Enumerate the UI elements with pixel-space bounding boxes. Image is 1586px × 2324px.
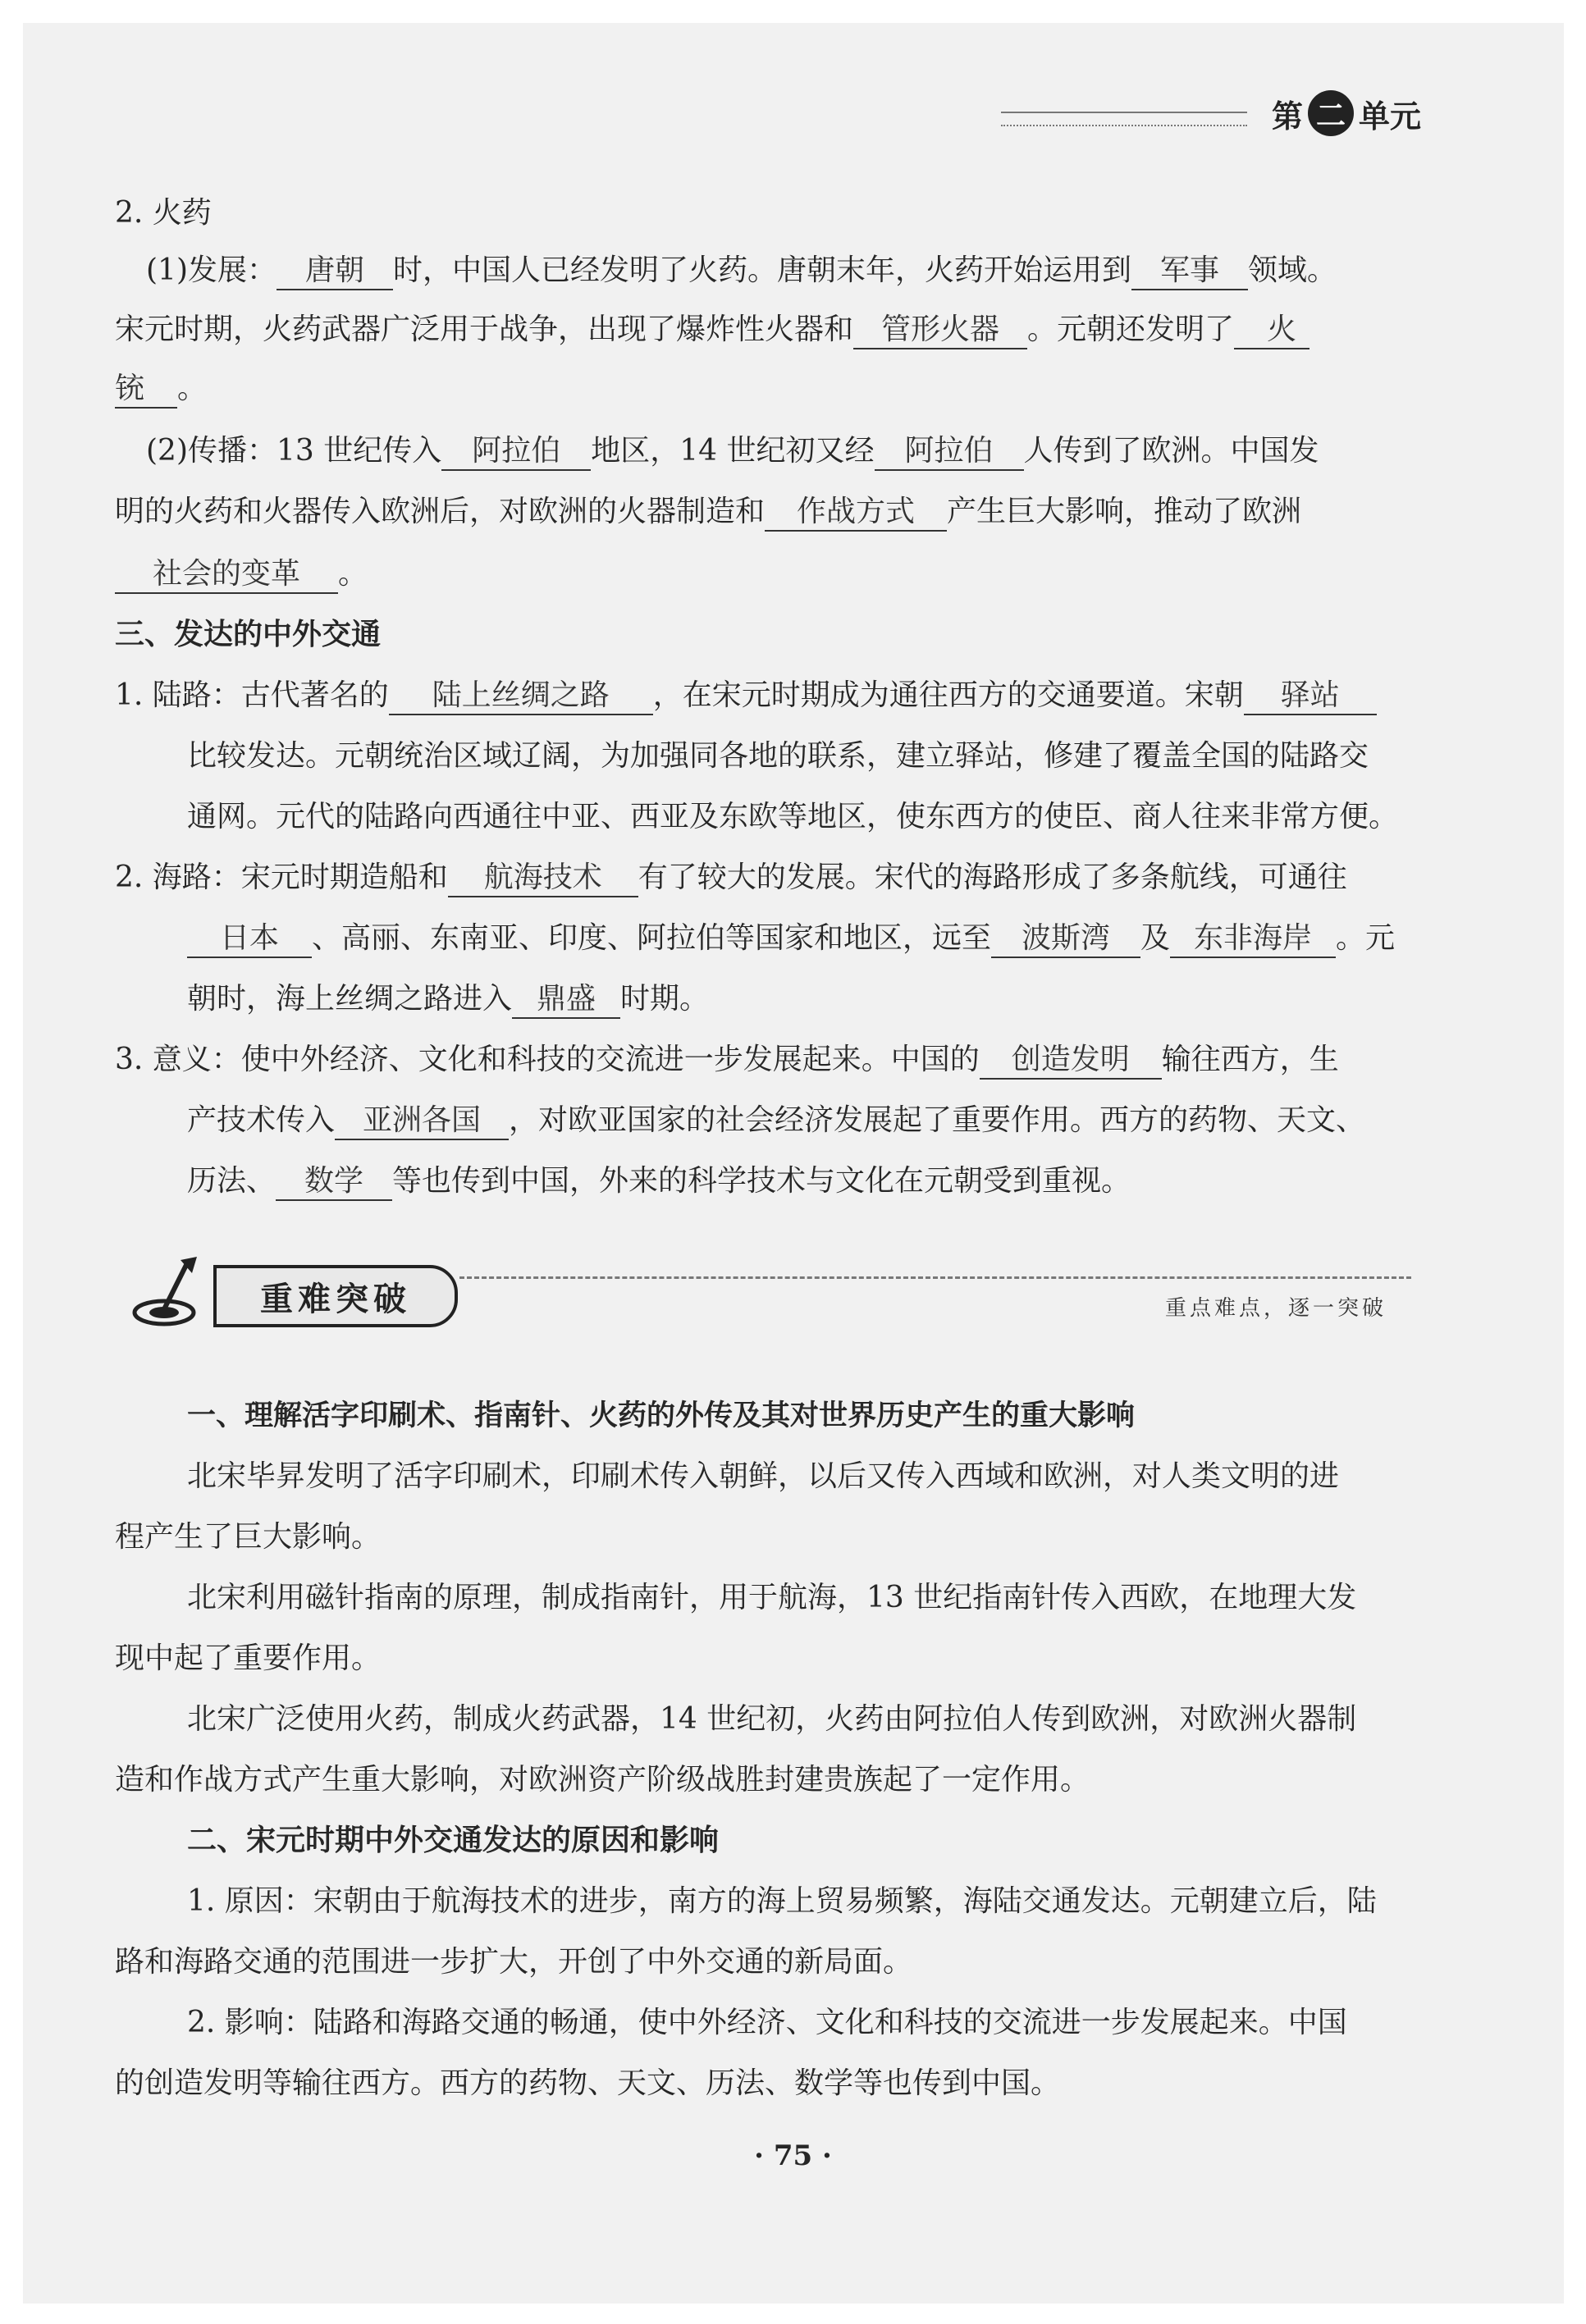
answer-blank: 航海技术 <box>448 860 638 897</box>
text-span: 时期。 <box>620 982 710 1016</box>
text-span: 2. 海路：宋元时期造船和 <box>115 861 448 894</box>
target-arrow-icon <box>131 1255 205 1329</box>
answer-blank: 社会的变革 <box>115 556 338 594</box>
fill-line <box>115 673 1444 719</box>
gunpowder-heading: 2. 火药 <box>115 196 212 230</box>
fill-line <box>115 1037 1444 1083</box>
header-decorative-rules <box>1001 112 1247 126</box>
banner-divider <box>459 1276 1411 1279</box>
fill-line <box>146 248 1475 294</box>
fill-line <box>115 307 1444 353</box>
key-heading-2: 二、宋元时期中外交通发达的原因和影响 <box>187 1824 720 1857</box>
text-line: 北宋广泛使用火药，制成火药武器，14 世纪初，火药由阿拉伯人传到欧洲，对欧洲火器制 <box>187 1702 1357 1736</box>
text-line: 1. 原因：宋朝由于航海技术的进步，南方的海上贸易频繁，海陆交通发达。元朝建立后，陆 <box>187 1884 1377 1918</box>
text-line: 北宋利用磁针指南的原理，制成指南针，用于航海，13 世纪指南针传入西欧，在地理大发 <box>187 1581 1357 1614</box>
fill-line <box>187 1098 1516 1144</box>
text-span: ，对欧亚国家的社会经济发展起了重要作用。西方的药物、天文、 <box>509 1103 1366 1137</box>
text-span: 产生巨大影响，推动了欧洲 <box>947 495 1302 528</box>
page-number: · 75 · <box>754 2139 832 2172</box>
answer-blank: 阿拉伯 <box>875 433 1024 471</box>
text-line: 的创造发明等输往西方。西方的药物、天文、历法、数学等也传到中国。 <box>115 2066 1061 2100</box>
text-line: 现中起了重要作用。 <box>115 1641 382 1675</box>
answer-blank: 阿拉伯 <box>441 433 591 471</box>
answer-blank: 管形火器 <box>853 312 1027 349</box>
text-span: 明的火药和火器传入欧洲后，对欧洲的火器制造和 <box>115 495 766 528</box>
answer-blank: 铳 <box>115 371 177 409</box>
text-span: ，在宋元时期成为通往西方的交通要道。宋朝 <box>652 678 1244 712</box>
text-span: (1)发展： <box>146 253 277 287</box>
answer-blank: 数学 <box>276 1163 392 1201</box>
text-span: 产技术传入 <box>187 1103 336 1137</box>
text-span: (2)传播：13 世纪传入 <box>146 434 442 468</box>
text-span: 。 <box>338 557 368 591</box>
answer-blank: 亚洲各国 <box>335 1103 509 1140</box>
answer-blank: 军事 <box>1131 253 1248 290</box>
fill-line <box>187 976 1516 1022</box>
fill-line <box>146 428 1475 474</box>
text-line: 程产生了巨大影响。 <box>115 1520 382 1554</box>
text-span: 3. 意义：使中外经济、文化和科技的交流进一步发展起来。中国的 <box>115 1043 980 1076</box>
answer-blank: 驿站 <box>1244 678 1377 715</box>
text-span: 时，中国人已经发明了火药。唐朝末年，火药开始运用到 <box>393 253 1132 287</box>
fill-line <box>115 855 1444 901</box>
text-span: 朝时，海上丝绸之路进入 <box>187 982 513 1016</box>
answer-blank: 东非海岸 <box>1170 920 1336 958</box>
section-banner <box>131 1247 1411 1337</box>
answer-blank: 创造发明 <box>980 1042 1162 1080</box>
unit-header <box>1001 89 1444 138</box>
answer-blank: 鼎盛 <box>512 981 620 1019</box>
fill-line <box>187 1158 1516 1204</box>
unit-prefix: 第 <box>1272 98 1304 135</box>
fill-line <box>115 366 1444 412</box>
text-span: 有了较大的发展。宋代的海路形成了多条航线，可通往 <box>638 861 1347 894</box>
key-heading-1: 一、理解活字印刷术、指南针、火药的外传及其对世界历史产生的重大影响 <box>187 1399 1136 1432</box>
text-span: 领域。 <box>1248 253 1337 287</box>
text-span: 输往西方，生 <box>1161 1043 1339 1076</box>
answer-blank: 唐朝 <box>277 253 393 290</box>
fill-line <box>115 489 1444 535</box>
text-line: 通网。元代的陆路向西通往中亚、西亚及东欧等地区，使东西方的使臣、商人往来非常方便。 <box>187 800 1399 833</box>
answer-blank: 波斯湾 <box>991 920 1140 958</box>
section-heading: 三、发达的中外交通 <box>115 618 382 651</box>
text-span: 。元朝还发明了 <box>1027 313 1235 346</box>
text-line: 2. 影响：陆路和海路交通的畅通，使中外经济、文化和科技的交流进一步发展起来。中国 <box>187 2006 1347 2039</box>
unit-number-badge: 二 <box>1308 90 1354 136</box>
text-span: 人传到了欧洲。中国发 <box>1023 434 1319 468</box>
text-span: 。 <box>177 372 208 405</box>
text-line: 比较发达。元朝统治区域辽阔，为加强同各地的联系，建立驿站，修建了覆盖全国的陆路交 <box>187 739 1369 773</box>
banner-subtitle: 重点难点，逐一突破 <box>1164 1296 1387 1321</box>
answer-blank: 火 <box>1234 312 1309 349</box>
text-span: 地区，14 世纪初又经 <box>591 434 875 468</box>
banner-title: 重难突破 <box>213 1265 458 1327</box>
text-span: 历法、 <box>187 1164 277 1198</box>
unit-label <box>1272 89 1421 138</box>
text-span: 、高丽、东南亚、印度、阿拉伯等国家和地区，远至 <box>312 921 992 955</box>
text-span: 及 <box>1140 921 1171 955</box>
text-line: 北宋毕昇发明了活字印刷术，印刷术传入朝鲜，以后又传入西域和欧洲，对人类文明的进 <box>187 1459 1340 1493</box>
text-span: 等也传到中国，外来的科学技术与文化在元朝受到重视。 <box>392 1164 1131 1198</box>
text-line: 造和作战方式产生重大影响，对欧洲资产阶级战胜封建贵族起了一定作用。 <box>115 1763 1090 1797</box>
text-line: 路和海路交通的范围进一步扩大，开创了中外交通的新局面。 <box>115 1945 913 1979</box>
unit-suffix: 单元 <box>1359 98 1422 135</box>
answer-blank: 日本 <box>187 920 312 958</box>
answer-blank: 作战方式 <box>765 494 947 532</box>
answer-blank: 陆上丝绸之路 <box>389 678 653 715</box>
fill-line <box>115 551 1444 597</box>
fill-line <box>187 915 1516 961</box>
text-span: 1. 陆路：古代著名的 <box>115 678 389 712</box>
text-span: 宋元时期，火药武器广泛用于战争，出现了爆炸性火器和 <box>115 313 854 346</box>
text-span: 。元 <box>1336 921 1396 955</box>
